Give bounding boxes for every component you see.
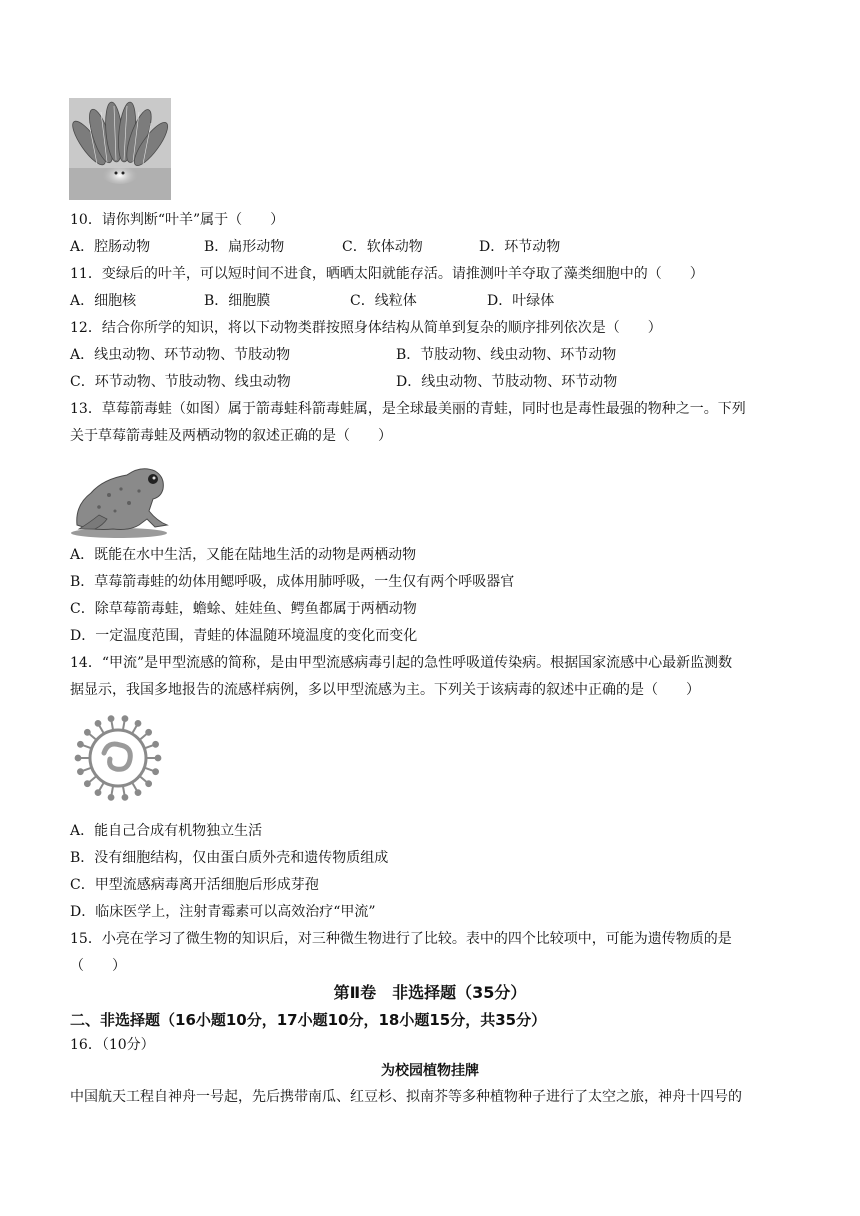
virus-spike-head (109, 795, 114, 800)
q12-option-b: B．节肢动物、线虫动物、环节动物 (396, 347, 617, 363)
q13-option-d: D．一定温度范围，青蛙的体温随环境温度的变化而变化 (70, 628, 418, 644)
q11-stem: 11．变绿后的叶羊，可以短时间不进食，晒晒太阳就能存活。请推测叶羊夺取了藻类细胞中的（ ） (70, 266, 704, 282)
q12-stem: 12．结合你所学的知识，将以下动物类群按照身体结构从简单到复杂的顺序排列依次是（ ） (70, 320, 662, 336)
virus-spike-head (78, 769, 83, 774)
q10-option-b: B．扁形动物 (204, 239, 285, 255)
q10-option-d: D．环节动物 (479, 239, 561, 255)
virus-spike-head (146, 781, 151, 786)
q13-option-c: C．除草莓箭毒蛙，蟾蜍、娃娃鱼、鳄鱼都属于两栖动物 (70, 601, 417, 617)
frog-image (69, 455, 171, 539)
part-2-title: 第Ⅱ卷 非选择题（35分） (333, 983, 527, 1002)
virus-spike-head (136, 790, 141, 795)
virus-spike-head (146, 730, 151, 735)
q15-stem-line-2: （ ） (70, 958, 126, 974)
q14-stem-line-1: 14．“甲流”是甲型流感的简称，是由甲型流感病毒引起的急性呼吸道传染病。根据国家流感中心最新监测数 (70, 655, 733, 671)
virus-spike-head (85, 730, 90, 735)
virus-image (74, 713, 162, 803)
virus-spike-head (109, 716, 114, 721)
q12-option-a: A．线虫动物、环节动物、节肢动物 (70, 347, 291, 363)
virus-spike-head (153, 742, 158, 747)
q16-text-line-1: 中国航天工程自神舟一号起，先后携带南瓜、红豆杉、拟南芥等多种植物种子进行了太空之旅，神舟十四号的 (70, 1089, 742, 1105)
virus-spike-head (153, 769, 158, 774)
q11-option-d: D．叶绿体 (487, 293, 555, 309)
q14-stem-line-2: 据显示，我国多地报告的流感样病例，多以甲型流感为主。下列关于该病毒的叙述中正确的是（ ） (70, 682, 700, 698)
q14-option-d: D．临床医学上，注射青霉素可以高效治疗“甲流” (70, 904, 376, 920)
q10-option-a: A．腔肠动物 (70, 239, 151, 255)
q11-option-c: C．线粒体 (350, 293, 417, 309)
q15-stem-line-1: 15．小亮在学习了微生物的知识后，对三种微生物进行了比较。表中的四个比较项中，可能为遗传物质的是 (70, 931, 732, 947)
virus-spike-head (96, 721, 101, 726)
q12-option-c: C．环节动物、节肢动物、线虫动物 (70, 374, 291, 390)
q14-option-b: B．没有细胞结构，仅由蛋白质外壳和遗传物质组成 (70, 850, 389, 866)
q14-option-a: A．能自己合成有机物独立生活 (70, 823, 263, 839)
virus-spike-head (123, 716, 128, 721)
q10-option-c: C．软体动物 (342, 239, 423, 255)
q11-option-a: A．细胞核 (70, 293, 137, 309)
virus-spike-head (76, 756, 81, 761)
q13-stem-line-1: 13．草莓箭毒蛙（如图）属于箭毒蛙科箭毒蛙属，是全球最美丽的青蛙，同时也是毒性最强的物种之一。下列 (70, 401, 746, 417)
virus-spike-head (123, 795, 128, 800)
virus-spike-head (96, 790, 101, 795)
virus-spike-head (156, 756, 161, 761)
virus-spike-head (136, 721, 141, 726)
q13-option-b: B．草莓箭毒蛙的幼体用鳃呼吸，成体用肺呼吸，一生仅有两个呼吸器官 (70, 574, 515, 590)
section-2-heading: 二、非选择题（16小题10分，17小题10分，18小题15分，共35分） (70, 1011, 547, 1029)
virus-spike-head (78, 742, 83, 747)
q16-label: 16．（10分） (70, 1037, 155, 1053)
q13-stem-line-2: 关于草莓箭毒蛙及两栖动物的叙述正确的是（ ） (70, 428, 392, 444)
q10-stem: 10．请你判断“叶羊”属于（ ） (70, 212, 285, 228)
q12-option-d: D．线虫动物、节肢动物、环节动物 (396, 374, 618, 390)
q13-option-a: A．既能在水中生活，又能在陆地生活的动物是两栖动物 (70, 547, 417, 563)
q14-option-c: C．甲型流感病毒离开活细胞后形成芽孢 (70, 877, 319, 893)
virus-spike-head (85, 781, 90, 786)
q16-title: 为校园植物挂牌 (381, 1063, 479, 1079)
leaf-sheep-image (69, 98, 171, 200)
q11-option-b: B．细胞膜 (204, 293, 271, 309)
